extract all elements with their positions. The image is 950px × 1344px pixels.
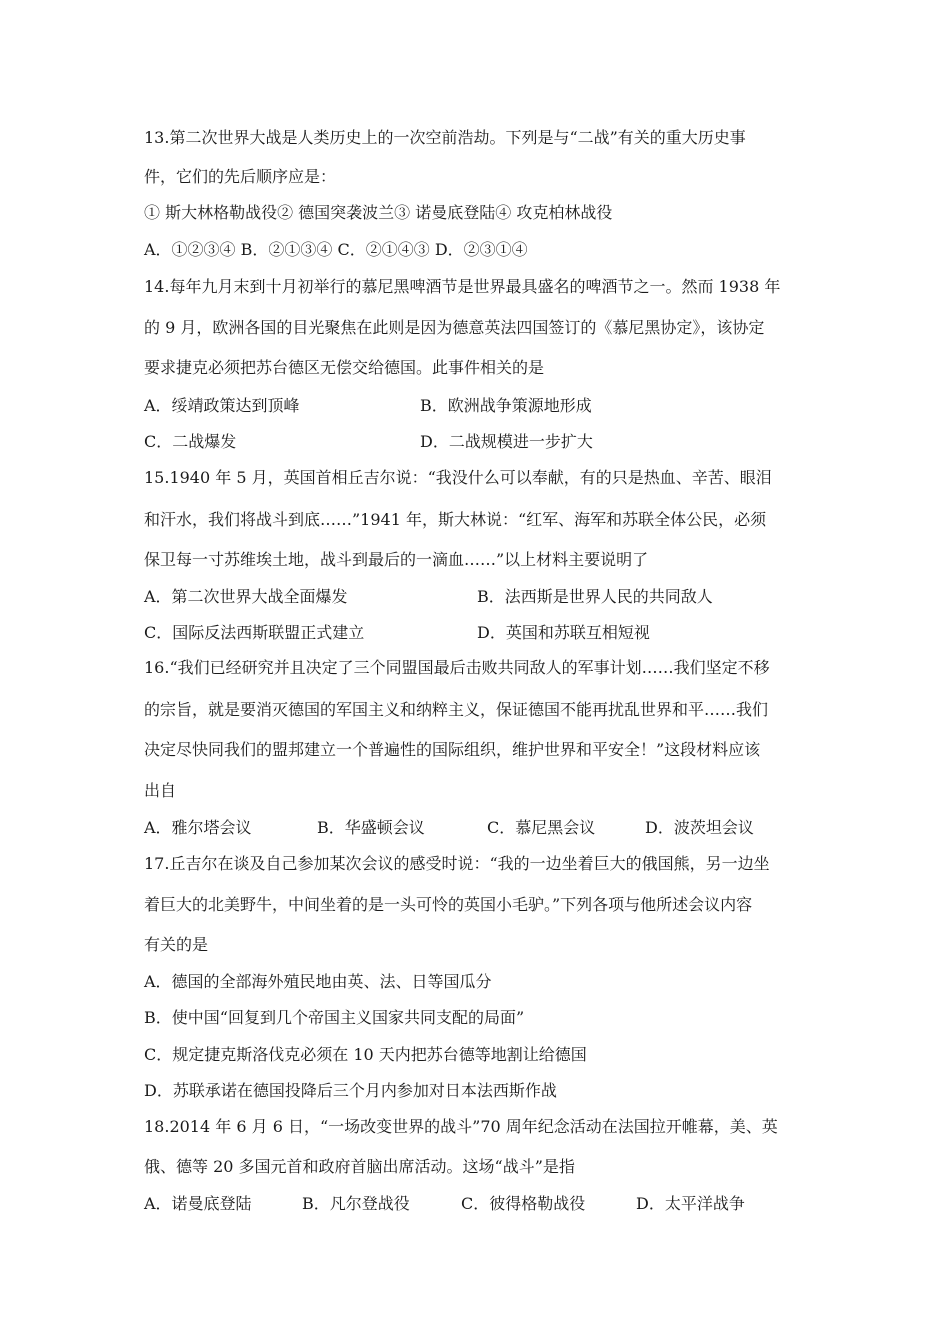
q18-option-a: A．诺曼底登陆 [144,1194,252,1213]
q18-stem-line-1: 18.2014 年 6 月 6 日，“一场改变世界的战斗”70 周年纪念活动在法国拉开帷幕，美、英 [144,1117,778,1136]
q16-option-b: B．华盛顿会议 [317,818,425,837]
q13-options: A．①②③④ B．②①③④ C．②①④③ D．②③①④ [144,240,528,259]
q17-stem-line-1: 17.丘吉尔在谈及自己参加某次会议的感受时说：“我的一边坐着巨大的俄国熊，另一边坐 [144,854,770,873]
q16-stem-line-1: 16.“我们已经研究并且决定了三个同盟国最后击败共同敌人的军事计划……我们坚定不移 [144,658,770,677]
q13-stem-line-2: 件，它们的先后顺序应是： [144,167,337,186]
q16-stem-line-4: 出自 [144,781,177,800]
q15-option-c: C．国际反法西斯联盟正式建立 [144,623,365,642]
q18-option-c: C．彼得格勒战役 [461,1194,586,1213]
q17-stem-line-3: 有关的是 [144,935,209,954]
q16-stem-line-2: 的宗旨，就是要消灭德国的军国主义和纳粹主义，保证德国不能再扰乱世界和平……我们 [144,700,769,719]
q16-stem-line-3: 决定尽快同我们的盟邦建立一个普遍性的国际组织，维护世界和平安全！”这段材料应该 [144,740,761,759]
q13-stem-line-1: 13.第二次世界大战是人类历史上的一次空前浩劫。下列是与“二战”有关的重大历史事 [144,128,746,147]
q14-stem-line-3: 要求捷克必须把苏台德区无偿交给德国。此事件相关的是 [144,358,545,377]
q17-option-c: C．规定捷克斯洛伐克必须在 10 天内把苏台德等地割让给德国 [144,1045,587,1064]
q13-events-list: ① 斯大林格勒战役② 德国突袭波兰③ 诺曼底登陆④ 攻克柏林战役 [144,203,613,222]
q14-option-c: C．二战爆发 [144,432,237,451]
q18-stem-line-2: 俄、德等 20 多国元首和政府首脑出席活动。这场“战斗”是指 [144,1157,575,1176]
q14-stem-line-2: 的 9 月，欧洲各国的目光聚焦在此则是因为德意英法四国签订的《慕尼黑协定》，该协定 [144,318,765,337]
q14-option-a: A．绥靖政策达到顶峰 [144,396,300,415]
q17-stem-line-2: 着巨大的北美野牛，中间坐着的是一头可怜的英国小毛驴。”下列各项与他所述会议内容 [144,895,753,914]
q14-option-d: D．二战规模进一步扩大 [420,432,593,451]
q17-option-a: A．德国的全部海外殖民地由英、法、日等国瓜分 [144,972,492,991]
q15-option-d: D．英国和苏联互相短视 [477,623,650,642]
q18-option-b: B．凡尔登战役 [302,1194,410,1213]
q18-option-d: D．太平洋战争 [636,1194,745,1213]
q16-option-a: A．雅尔塔会议 [144,818,252,837]
q15-stem-line-2: 和汗水，我们将战斗到底……”1941 年，斯大林说：“红军、海军和苏联全体公民，必须 [144,510,767,529]
q14-stem-line-1: 14.每年九月末到十月初举行的慕尼黑啤酒节是世界最具盛名的啤酒节之一。然而 1938 年 [144,277,781,296]
q14-option-b: B．欧洲战争策源地形成 [420,396,592,415]
q17-option-b: B．使中国“回复到几个帝国主义国家共同支配的局面” [144,1008,525,1027]
q15-stem-line-1: 15.1940 年 5 月，英国首相丘吉尔说：“我没什么可以奉献，有的只是热血、辛苦、眼泪 [144,468,772,487]
q16-option-d: D．波茨坦会议 [645,818,754,837]
q15-option-b: B．法西斯是世界人民的共同敌人 [477,587,713,606]
q15-stem-line-3: 保卫每一寸苏维埃土地，战斗到最后的一滴血……”以上材料主要说明了 [144,550,649,569]
q16-option-c: C．慕尼黑会议 [487,818,596,837]
q15-option-a: A．第二次世界大战全面爆发 [144,587,348,606]
q17-option-d: D．苏联承诺在德国投降后三个月内参加对日本法西斯作战 [144,1081,557,1100]
